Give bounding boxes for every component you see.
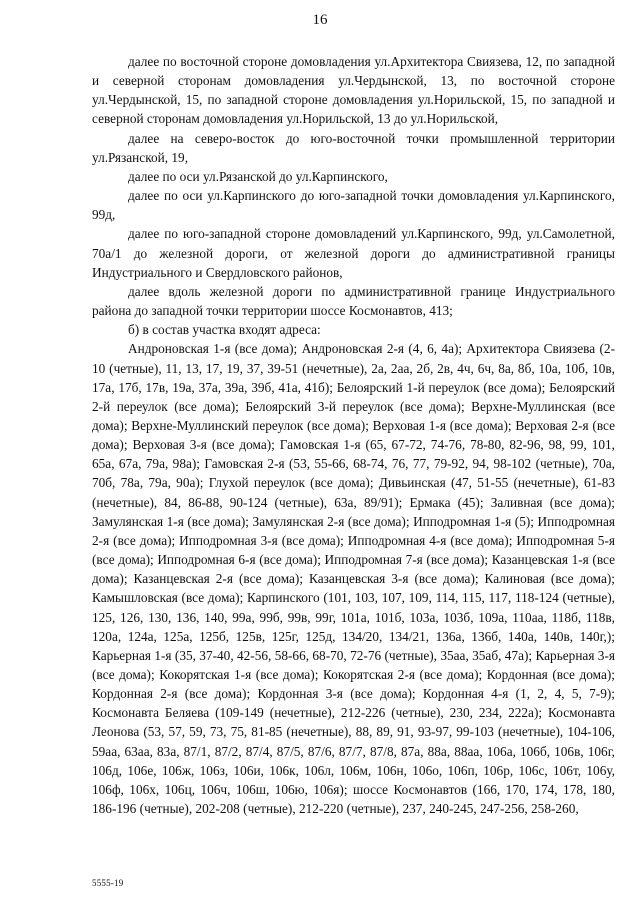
page-number: 16 (312, 12, 328, 28)
paragraph-boundary-samoletnaya: далее по юго-западной стороне домовладений ул.Карпинского, 99д, ул.Самолетной, 70а/1 до железной дороги, от железной дороги до административной границы Индустриального и Свердловского районов, (92, 226, 615, 280)
paragraph-address-list: Андроновская 1-я (все дома); Андроновская 2-я (4, 6, 4а); Архитектора Свиязева (2-10 (четные), 11, 13, 17, 19, 37, 39-51 (нечетные), 2а, 2аа, 2б, 2в, 4ч, 6ч, 8а, 8б, 10а, 10б, 10в, 17а, 17б, 17в, 19а, 37а, 39а, 39б, 41а, 41б); Белоярский 1-й переулок (все дома); Белоярский 2-й переулок (все дома); Белоярский 3-й переулок (все дома); Верхне-Муллинская (все дома); Верхне-Муллинский переулок (все дома); Верховая 1-я (все дома); Верховая 2-я (все дома); Верховая 3-я (все дома); Гамовская 1-я (65, 67-72, 74-76, 78-80, 82-96, 98, 99, 101, 65а, 67а, 79а, 98а); Гамовская 2-я (53, 55-66, 68-74, 76, 77, 79-92, 94, 98-102 (четные), 70а, 70б, 78а, 79а, 90а); Глухой переулок (все дома); Дивьинская (47, 51-55 (нечетные), 61-83 (нечетные), 84, 86-88, 90-124 (четные), 63а, 89/91); Ермака (45); Заливная (все дома); Замулянская 1-я (все дома); Замулянская 2-я (все дома); Ипподромная 1-я (5); Ипподромная 2-я (все дома); Ипподромная 3-я (все дома); Ипподромная 4-я (все дома); Ипподромная 5-я (все дома); Ипподромная 6-я (все дома); Ипподромная 7-я (все дома); Казанцевская 1-я (все дома); Казанцевская 2-я (все дома); Казанцевская 3-я (все дома); Калиновая (все дома); Камышловская (все дома); Карпинского (101, 103, 107, 109, 114, 115, 117, 118-124 (четные), 125, 126, 130, 136, 140, 99а, 99б, 99в, 99г, 101а, 101б, 103а, 103б, 109а, 110аа, 118б, 118в, 120а, 124а, 125а, 125б, 125в, 125г, 125д, 134/20, 134/21, 136а, 136б, 140а, 140в, 140г,); Карьерная 1-я (35, 37-40, 42-56, 58-66, 68-70, 72-76 (четные), 35аа, 35аб, 47а); Карьерная 3-я (все дома); Кокорятская 1-я (все дома); Кокорятская 2-я (все дома); Кордонная (все дома); Кордонная 2-я (все дома); Кордонная 3-я (все дома); Кордонная 4-я (1, 2, 4, 5, 7-9); Космонавта Беляева (109-149 (нечетные), 212-226 (четные), 230, 234, 222а); Космонавта Леонова (53, 57, 59, 73, 75, 81-85 (нечетные), 88, 89, 91, 93-97, 99-103 (нечетные), 104-106, 59аа, 63аа, 83а, 87/1, 87/2, 87/4, 87/5, 87/6, 87/7, 87/8, 87а, 88а, 88аа, 106а, 106б, 106в, 106г, 106д, 106е, 106ж, 106з, 106и, 106к, 106л, 106м, 106н, 106о, 106п, 106р, 106с, 106т, 106у, 106ф, 106х, 106ц, 106ч, 106ш, 106ю, 106я); шоссе Космонавтов (166, 170, 174, 178, 180, 186-196 (четные), 202-208 (четные), 212-220 (четные), 237, 240-245, 247-256, 258-260, (92, 341, 615, 817)
paragraph-addresses-heading: б) в состав участка входят адреса: (128, 322, 321, 338)
paragraph-boundary-svyazeva: далее по восточной стороне домовладения ул.Архитектора Свиязева, 12, по западной и северной сторонам домовладения ул.Чердынской, 13, по восточной стороне ул.Чердынской, 15, по западной стороне домовладения ул.Норильской, 15, по западной и северной сторонам домовладения ул.Норильской, 13 до ул.Норильской, (92, 54, 615, 127)
document-body (92, 52, 615, 818)
paragraph-boundary-northeast: далее на северо-восток до юго-восточной точки промышленной территории ул.Рязанской, 19, (92, 130, 615, 165)
paragraph-boundary-railway: далее вдоль железной дороги по административной границе Индустриального района до западной точки территории шоссе Космонавтов, 413; (92, 283, 615, 319)
paragraph-boundary-karpinskogo: далее по оси ул.Карпинского до юго-западной точки домовладения ул.Карпинского, 99д, (92, 188, 615, 223)
paragraph-boundary-ryazanskaya: далее по оси ул.Рязанской до ул.Карпинского, (128, 168, 388, 184)
footer-document-code: 5555-19 (92, 878, 124, 888)
